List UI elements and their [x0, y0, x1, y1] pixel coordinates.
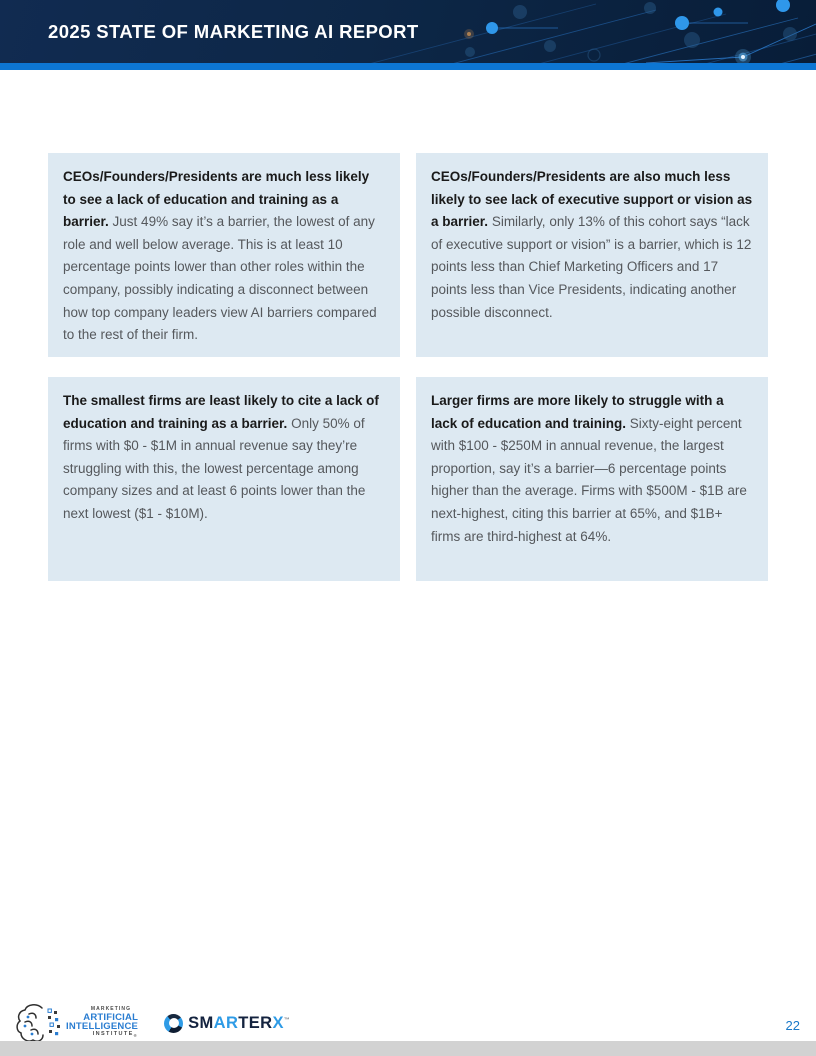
card-lead-text: The smallest firms are least likely to cite a lack of education and training as a barrier. — [63, 393, 379, 431]
insight-card-larger-firms — [416, 377, 768, 581]
card-body-text: Sixty-eight percent with $100 - $250M in annual revenue, the largest proportion, say it’s a barrier—6 percentage points higher than the average. Firms with $500M - $1B are next-highest, citing this barrier at 65%, and $1B+ firms are third-highest at 64%. — [431, 415, 747, 544]
maii-line-artificial: ARTIFICIAL — [83, 1011, 139, 1023]
card-body-text: Only 50% of firms with $0 - $1M in annual revenue say they’re struggling with this, the lowest percentage among company sizes and at least 6 points lower than the next lowest ($1 - $10M). — [63, 415, 366, 521]
insight-card-smallest-firms — [48, 377, 400, 581]
registered-mark: ® — [133, 1033, 139, 1039]
smarterx-logo — [164, 1014, 290, 1033]
page-number: 22 — [785, 1018, 800, 1033]
card-body-text: Just 49% say it’s a barrier, the lowest of any role and well below average. This is at least 10 percentage points lower than other roles within the company, possibly indicating a disconnect between how top company leaders view AI barriers compared to the rest of their firm. — [63, 214, 377, 343]
smarterx-seg-x: X — [272, 1013, 284, 1032]
card-paragraph — [431, 390, 753, 548]
smarterx-seg-ter: TER — [238, 1013, 273, 1032]
card-paragraph — [431, 166, 753, 324]
maii-line-marketing: MARKETING — [90, 1006, 132, 1013]
marketing-ai-institute-logo — [14, 1002, 138, 1044]
card-lead-text: Larger firms are more likely to struggle with a lack of education and training. — [431, 393, 724, 431]
insight-card-ceo-executive-support — [416, 153, 768, 357]
smarterx-wordmark — [188, 1014, 290, 1033]
brain-circuit-icon — [14, 1002, 64, 1044]
insight-card-ceo-education-barrier — [48, 153, 400, 357]
footer-bar — [0, 1041, 816, 1056]
card-paragraph — [63, 166, 385, 347]
maii-line-institute — [93, 1032, 138, 1038]
trademark-mark: ™ — [283, 1017, 291, 1023]
header-accent-bar — [0, 63, 816, 70]
maii-wordmark — [66, 1007, 138, 1038]
maii-institute-text: INSTITUTE — [92, 1031, 134, 1038]
page-title: 2025 STATE OF MARKETING AI REPORT — [48, 20, 419, 42]
smarterx-ring-icon — [164, 1014, 183, 1033]
smarterx-seg-sm: SM — [188, 1013, 214, 1032]
footer-logos — [14, 1001, 290, 1045]
smarterx-ring-center — [169, 1018, 179, 1028]
card-paragraph — [63, 390, 385, 526]
card-lead-text: CEOs/Founders/Presidents are also much less likely to see lack of executive support or vision as a barrier. — [431, 169, 753, 230]
card-body-text: Similarly, only 13% of this cohort says “lack of executive support or vision” is a barrier, which is 12 points less than Chief Marketing Officers and 17 points less than Vice Presidents, indicating another possible disconnect. — [431, 214, 752, 320]
page-header — [0, 0, 816, 63]
smarterx-seg-ar: AR — [213, 1013, 239, 1032]
maii-line-intelligence: INTELLIGENCE — [66, 1021, 139, 1033]
card-lead-text: CEOs/Founders/Presidents are much less likely to see a lack of education and training as a barrier. — [63, 169, 370, 230]
